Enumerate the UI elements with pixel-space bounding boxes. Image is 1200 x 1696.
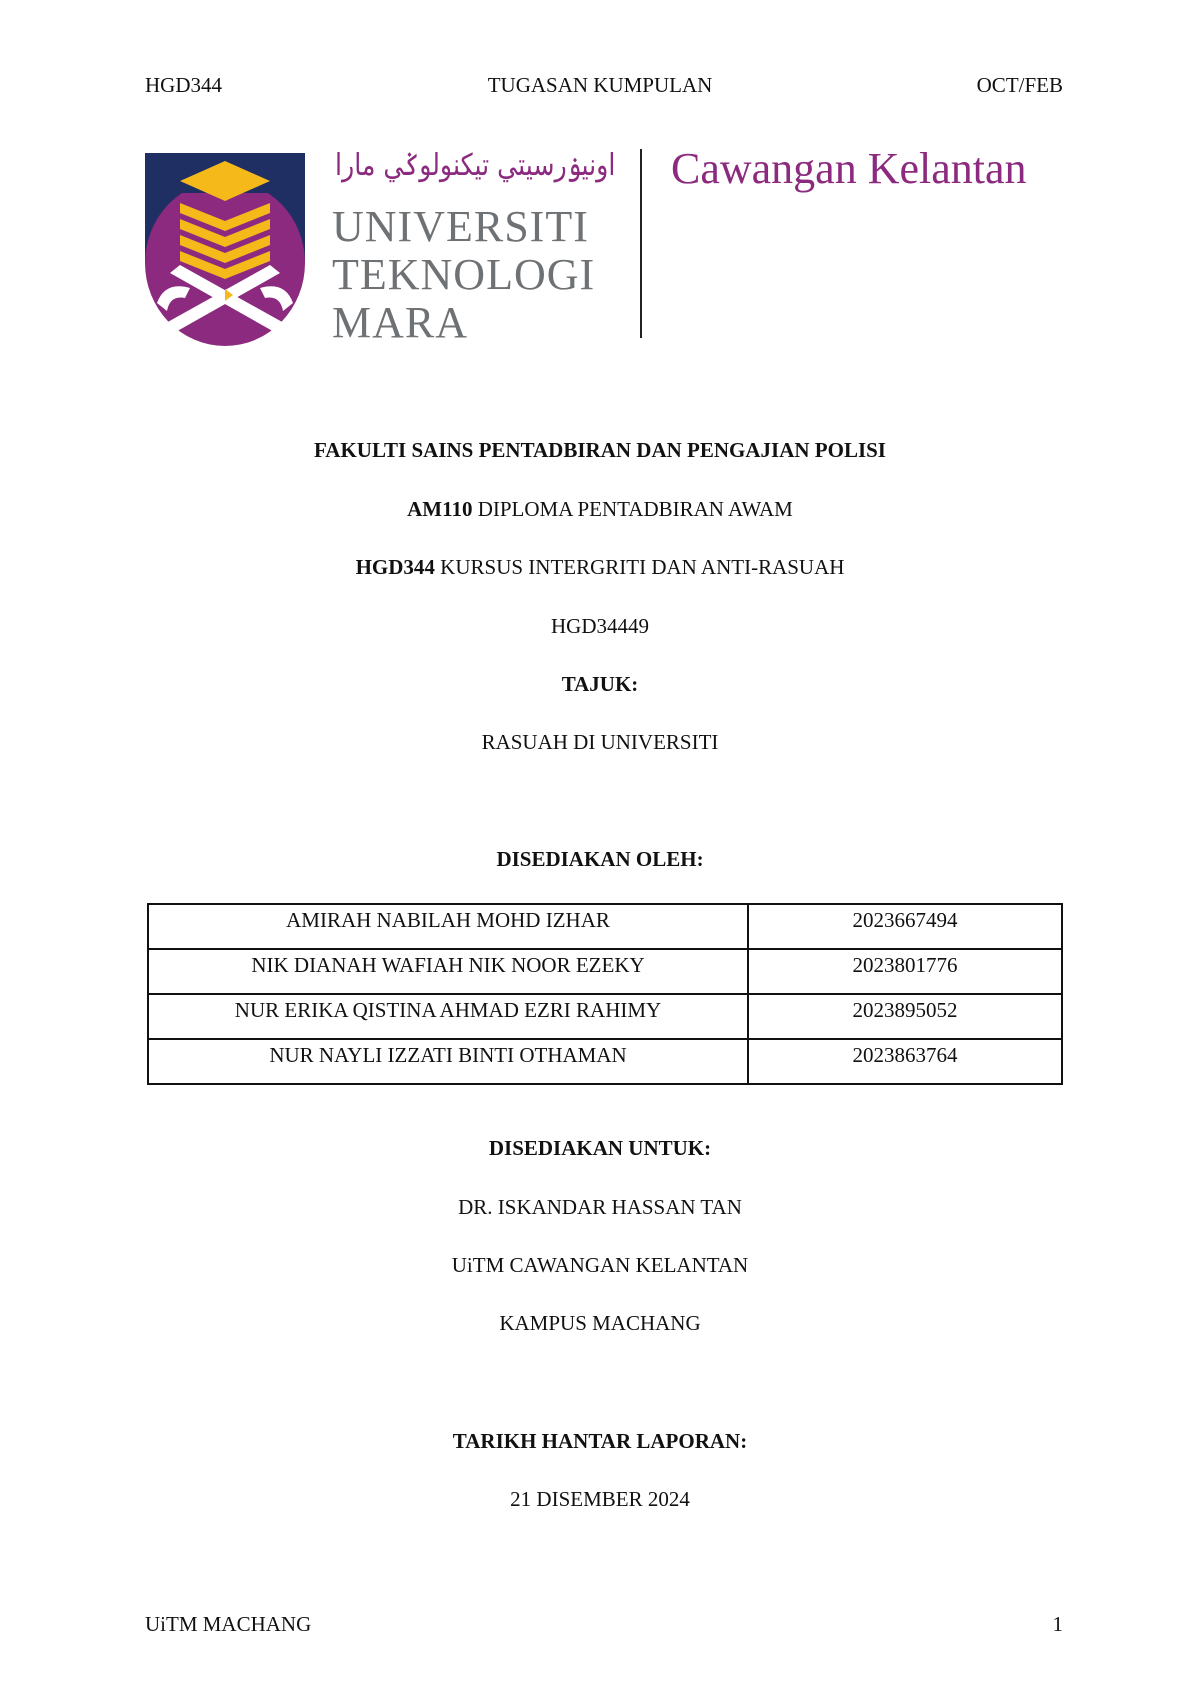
- lecturer-name: DR. ISKANDAR HASSAN TAN: [458, 1195, 742, 1219]
- logo-teknologi: TEKNOLOGI: [332, 250, 596, 299]
- prepared-for-label: DISEDIAKAN UNTUK:: [488, 1136, 712, 1160]
- campus-line: UiTM CAWANGAN KELANTAN: [451, 1253, 749, 1277]
- member-id: 2023863764: [748, 1039, 1062, 1084]
- program-line: [0, 497, 1200, 522]
- header-title: TUGASAN KUMPULAN: [487, 73, 713, 97]
- report-title: RASUAH DI UNIVERSITI: [481, 730, 719, 754]
- logo-arabic-text: اونيۏرسيتي تيكنولوݢي مارا: [335, 148, 616, 183]
- table-row: [148, 994, 1062, 1039]
- member-name: NUR NAYLI IZZATI BINTI OTHAMAN: [148, 1039, 748, 1084]
- footer-campus: UiTM MACHANG: [145, 1612, 312, 1636]
- course-name: KURSUS INTERGRITI DAN ANTI-RASUAH: [440, 555, 845, 579]
- header-course-code: HGD344: [145, 73, 222, 97]
- prepared-by-label: DISEDIAKAN OLEH:: [496, 847, 704, 871]
- member-name: NUR ERIKA QISTINA AHMAD EZRI RAHIMY: [148, 994, 748, 1039]
- kampus-name: KAMPUS MACHANG: [499, 1311, 701, 1335]
- faculty-name: FAKULTI SAINS PENTADBIRAN DAN PENGAJIAN POLISI: [314, 438, 886, 462]
- page-number: 1: [1052, 1612, 1063, 1636]
- members-table: [147, 903, 1063, 1085]
- uitm-crest-icon: [145, 153, 305, 346]
- program-code: AM110: [407, 497, 473, 521]
- course-line: [0, 555, 1200, 580]
- member-id: 2023895052: [748, 994, 1062, 1039]
- member-id: 2023801776: [748, 949, 1062, 994]
- header-semester: OCT/FEB: [976, 73, 1063, 97]
- title-label: TAJUK:: [561, 672, 639, 696]
- table-row: [148, 949, 1062, 994]
- member-name: NIK DIANAH WAFIAH NIK NOOR EZEKY: [148, 949, 748, 994]
- table-row: [148, 1039, 1062, 1084]
- logo-campus-name: Cawangan Kelantan: [671, 144, 1027, 193]
- member-id: 2023667494: [748, 904, 1062, 949]
- course-code: HGD344: [355, 555, 435, 579]
- member-name: AMIRAH NABILAH MOHD IZHAR: [148, 904, 748, 949]
- logo-divider: [640, 149, 642, 338]
- logo-mara: MARA: [332, 298, 469, 347]
- submission-date-label: TARIKH HANTAR LAPORAN:: [452, 1429, 748, 1453]
- submission-date: 21 DISEMBER 2024: [510, 1487, 690, 1511]
- logo-universiti: UNIVERSITI: [332, 202, 589, 251]
- group-code: HGD34449: [551, 614, 649, 638]
- table-row: [148, 904, 1062, 949]
- program-name: DIPLOMA PENTADBIRAN AWAM: [477, 497, 793, 521]
